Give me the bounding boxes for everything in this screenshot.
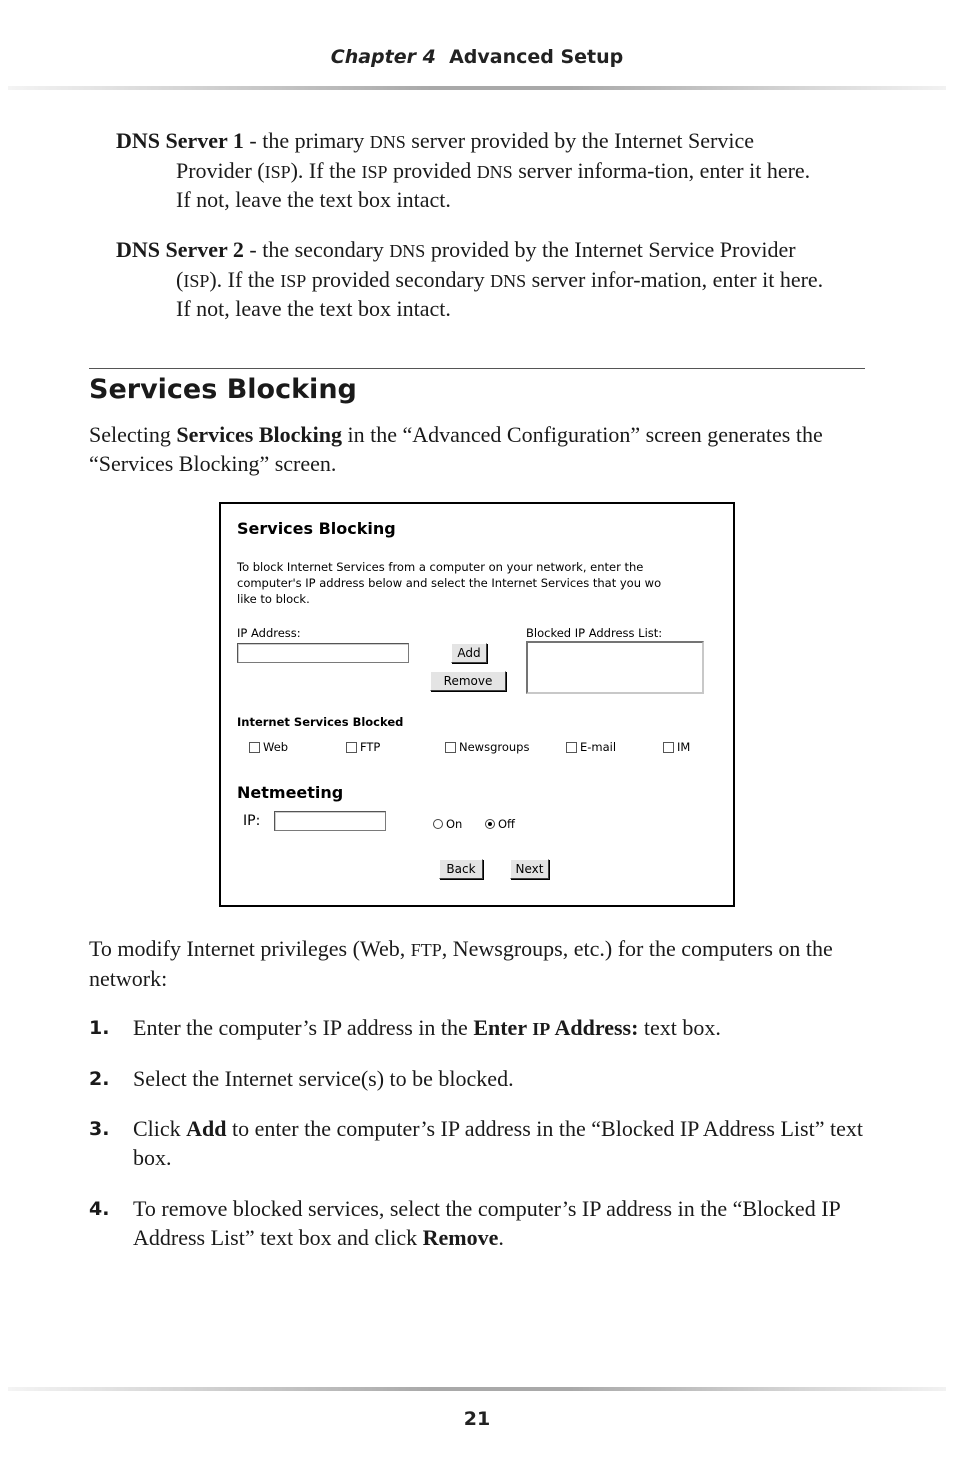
definition-text: ISP [361, 161, 388, 182]
blocked-ip-list-label: Blocked IP Address List: [526, 626, 663, 640]
intro-text: in the “Advanced Configuration” screen generates the “Services Blocking” screen. [89, 422, 823, 476]
definition-text: ISP [280, 270, 307, 291]
service-web-checkbox[interactable] [249, 740, 288, 754]
service-newsgroups-checkbox[interactable] [445, 740, 529, 754]
intro-text: Selecting [89, 422, 177, 447]
definition-text: - the secondary [243, 237, 390, 262]
step-text [133, 1014, 863, 1044]
panel-intro [237, 559, 661, 607]
remove-button[interactable]: Remove [430, 671, 506, 691]
checkbox-label: IM [677, 740, 691, 754]
chapter-label: Chapter 4 [330, 46, 436, 68]
modify-text: , Newsgroups, etc.) for the computers on the network: [89, 936, 833, 991]
step-text-part: Enter the computer’s IP address in the [133, 1015, 474, 1040]
services-blocking-screenshot [219, 502, 735, 907]
modify-paragraph [89, 935, 869, 993]
dns-server-2-term: DNS Server 2 [116, 237, 244, 262]
netmeeting-title: Netmeeting [237, 783, 344, 802]
definition-text: server provided by the Internet Service Provider ( [176, 128, 754, 183]
next-button[interactable]: Next [510, 859, 549, 879]
service-ftp-checkbox[interactable] [346, 740, 380, 754]
add-button[interactable]: Add [451, 643, 487, 663]
chapter-title: Advanced Setup [449, 46, 624, 68]
checkbox-label: FTP [360, 740, 381, 754]
step-text [133, 1195, 863, 1252]
step-number: 2. [89, 1068, 110, 1090]
definition-text: ). If the [290, 157, 362, 183]
step-bold: Add [186, 1116, 227, 1141]
definition-text: ). If the [209, 266, 281, 292]
definition-text: DNS [389, 241, 426, 261]
netmeeting-on-radio[interactable] [433, 817, 462, 831]
footer-rule [8, 1387, 946, 1391]
section-title: Services Blocking [89, 374, 357, 405]
checkbox-icon[interactable] [445, 742, 456, 753]
step-text-part: to enter the computer’s IP address in the “Blocked IP Address List” text box. [133, 1116, 863, 1170]
dns-server-1-term: DNS Server 1 [116, 128, 244, 153]
definition-text: ISP [264, 161, 291, 182]
definition-text: provided secondary [306, 266, 491, 292]
page-number: 21 [463, 1408, 491, 1430]
step-bold: IP [532, 1019, 551, 1039]
intro-bold: Services Blocking [176, 422, 342, 447]
step-text-part: To remove blocked services, select the computer’s IP address in the “Blocked IP Address List” text box and click [133, 1196, 840, 1250]
section-divider [89, 368, 865, 369]
panel-intro-line: like to block. [237, 592, 310, 606]
checkbox-icon[interactable] [249, 742, 260, 753]
netmeeting-ip-input[interactable] [274, 811, 386, 831]
modify-text: FTP [410, 940, 442, 960]
panel-title: Services Blocking [237, 519, 396, 538]
definition-text: DNS [476, 161, 513, 182]
step-bold: Enter [473, 1015, 533, 1040]
radio-label: Off [498, 817, 515, 831]
panel-intro-line: To block Internet Services from a computer on your network, enter the [237, 560, 644, 574]
step-text-part: . [498, 1224, 504, 1250]
definition-text: server informa-tion, enter it here. If not, leave the text box intact. [176, 157, 811, 212]
step-number: 4. [89, 1198, 110, 1220]
checkbox-icon[interactable] [346, 742, 357, 753]
step-text-part: Click [133, 1116, 187, 1141]
ip-address-label: IP Address: [237, 626, 301, 640]
header-rule [8, 86, 946, 90]
definition-text: DNS [369, 132, 406, 152]
blocked-ip-listbox[interactable] [526, 641, 704, 694]
checkbox-icon[interactable] [566, 742, 577, 753]
step-text [133, 1115, 863, 1172]
netmeeting-off-radio[interactable] [485, 817, 515, 831]
netmeeting-ip-label: IP: [243, 813, 261, 829]
radio-selected-icon[interactable] [485, 819, 495, 829]
dns-server-2-definition [116, 236, 826, 324]
step-number: 1. [89, 1017, 110, 1039]
checkbox-icon[interactable] [663, 742, 674, 753]
definition-text: DNS [490, 270, 527, 291]
definition-text: - the primary [243, 128, 370, 153]
step-text-part: Select the Internet service(s) to be blocked. [133, 1066, 514, 1091]
ip-address-input[interactable] [237, 643, 409, 663]
checkbox-label: Web [263, 740, 289, 754]
step-text [133, 1065, 863, 1094]
definition-text: provided by the Internet Service Provider ( [176, 237, 796, 292]
running-header [0, 46, 954, 68]
step-number: 3. [89, 1118, 110, 1140]
checkbox-label: E-mail [580, 740, 617, 754]
definition-text: server infor-mation, enter it here. If not, leave the text box intact. [176, 266, 824, 321]
panel-intro-line: computer's IP address below and select the Internet Services that you wo [237, 576, 662, 590]
radio-label: On [446, 817, 463, 831]
service-email-checkbox[interactable] [566, 740, 616, 754]
section-intro [89, 421, 869, 478]
checkbox-label: Newsgroups [459, 740, 530, 754]
step-bold: Remove [422, 1224, 499, 1250]
services-heading: Internet Services Blocked [237, 715, 404, 729]
definition-text: provided [387, 157, 477, 183]
definition-text: ISP [183, 270, 210, 291]
dns-server-1-definition [116, 127, 826, 215]
step-text-part: text box. [638, 1015, 721, 1040]
step-bold: Address: [550, 1015, 639, 1040]
back-button[interactable]: Back [439, 859, 483, 879]
service-im-checkbox[interactable] [663, 740, 690, 754]
radio-icon[interactable] [433, 819, 443, 829]
modify-text: To modify Internet privileges (Web, [89, 936, 411, 961]
